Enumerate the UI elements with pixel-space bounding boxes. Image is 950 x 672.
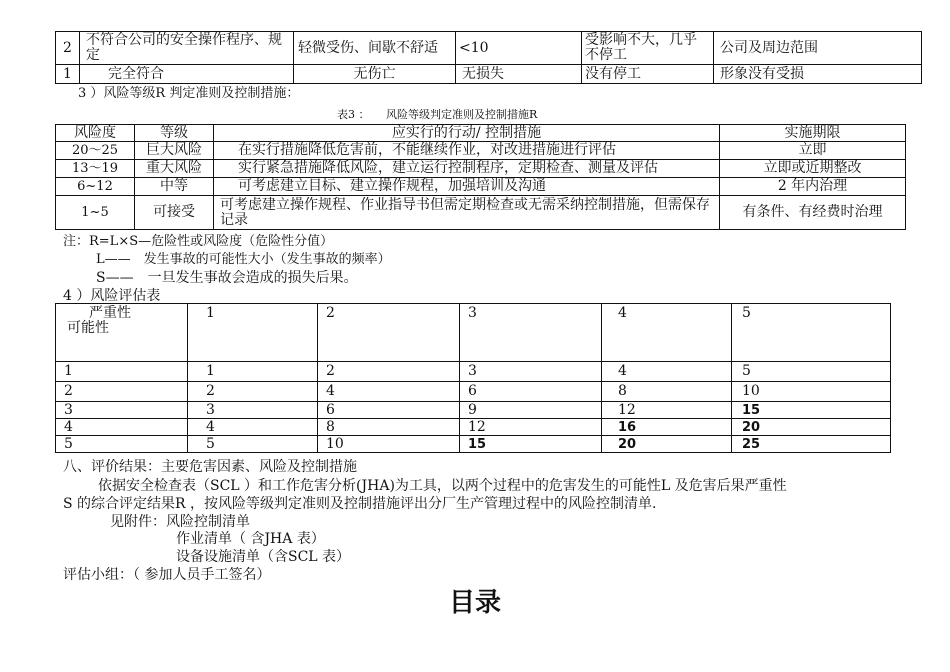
row-header: 1 bbox=[56, 362, 188, 382]
toc-title: 目录 bbox=[448, 588, 501, 618]
table-cell: 13～19 bbox=[56, 160, 135, 178]
matrix-cell: 10 bbox=[732, 382, 891, 402]
column-header: 2 bbox=[318, 304, 460, 362]
table-row bbox=[56, 178, 906, 196]
matrix-cell: 4 bbox=[318, 382, 460, 402]
table-cell: 实行紧急措施降低风险，建立运行控制程序，定期检查、测量及评估 bbox=[214, 160, 720, 178]
table-row bbox=[56, 160, 906, 178]
matrix-cell: 9 bbox=[460, 402, 602, 419]
column-header: 1 bbox=[188, 304, 318, 362]
section-heading: 4 ）风险评估表 bbox=[63, 288, 161, 304]
matrix-cell: 2 bbox=[188, 382, 318, 402]
table-cell: 可考虑建立目标、建立操作规程，加强培训及沟通 bbox=[214, 178, 720, 196]
row-header: 4 bbox=[56, 419, 188, 436]
matrix-cell: 3 bbox=[188, 402, 318, 419]
matrix-cell: 15 bbox=[732, 402, 891, 419]
table-cell: 中等 bbox=[135, 178, 214, 196]
matrix-row bbox=[56, 362, 891, 382]
table-cell: 巨大风险 bbox=[135, 142, 214, 160]
signature-line: 评估小组：（ 参加人员手工签名） bbox=[63, 567, 271, 583]
matrix-cell: 12 bbox=[602, 402, 732, 419]
table-cell: 重大风险 bbox=[135, 160, 214, 178]
table-cell: 立即或近期整改 bbox=[720, 160, 906, 178]
matrix-cell: 6 bbox=[318, 402, 460, 419]
matrix-cell: 10 bbox=[318, 436, 460, 453]
table-cell: 在实行措施降低危害前，不能继续作业，对改进措施进行评估 bbox=[214, 142, 720, 160]
attachment-label: 见附件：风险控制清单 bbox=[110, 514, 250, 530]
table-cell: 2 bbox=[56, 32, 80, 65]
risk-level-table bbox=[55, 124, 906, 230]
note-line: 注：R=L×S—危险性或风险度（危险性分值） bbox=[63, 234, 334, 249]
matrix-cell: 8 bbox=[318, 419, 460, 436]
table-cell: 2 年内治理 bbox=[720, 178, 906, 196]
matrix-cell: 4 bbox=[602, 362, 732, 382]
section-heading: 八、评价结果：主要危害因素、风险及控制措施 bbox=[63, 459, 357, 475]
matrix-cell: 20 bbox=[602, 436, 732, 453]
matrix-row bbox=[56, 402, 891, 419]
table-cell: 6~12 bbox=[56, 178, 135, 196]
table-cell: 无损失 bbox=[456, 65, 582, 84]
column-header: 风险度 bbox=[56, 125, 135, 142]
matrix-cell: 15 bbox=[460, 436, 602, 453]
matrix-cell: 1 bbox=[188, 362, 318, 382]
table-cell: 轻微受伤、间歇不舒适 bbox=[294, 32, 456, 65]
paragraph-line: S 的综合评定结果R ，按风险等级判定准则及控制措施评出分厂生产管理过程中的风险控制清单. bbox=[63, 496, 657, 512]
table-cell: 形象没有受损 bbox=[714, 65, 922, 84]
severity-label: 严重性 bbox=[89, 305, 131, 321]
severity-criteria-table bbox=[55, 31, 922, 84]
column-header: 4 bbox=[602, 304, 732, 362]
matrix-cell: 25 bbox=[732, 436, 891, 453]
row-header: 5 bbox=[56, 436, 188, 453]
table-cell: 1 bbox=[56, 65, 80, 84]
table-cell: 无伤亡 bbox=[294, 65, 456, 84]
table-cell: 立即 bbox=[720, 142, 906, 160]
column-header: 等级 bbox=[135, 125, 214, 142]
column-header: 实施期限 bbox=[720, 125, 906, 142]
table-cell: <10 bbox=[456, 32, 582, 65]
table-caption: 表3 ： 风险等级判定准则及控制措施R bbox=[337, 108, 538, 121]
table-cell: 可接受 bbox=[135, 196, 214, 230]
table-cell: 20～25 bbox=[56, 142, 135, 160]
table-cell: 受影响不大，几乎不停工 bbox=[582, 32, 714, 65]
column-header: 应实行的行动/ 控制措施 bbox=[214, 125, 720, 142]
column-header: 3 bbox=[460, 304, 602, 362]
matrix-cell: 4 bbox=[188, 419, 318, 436]
table-row bbox=[56, 32, 922, 65]
matrix-cell: 16 bbox=[602, 419, 732, 436]
note-line: S—— 一旦发生事故会造成的损失后果。 bbox=[96, 270, 358, 286]
table-cell: 没有停工 bbox=[582, 65, 714, 84]
matrix-header-row bbox=[56, 304, 891, 362]
table-cell: 有条件、有经费时治理 bbox=[720, 196, 906, 230]
risk-matrix-table bbox=[55, 303, 891, 453]
matrix-cell: 8 bbox=[602, 382, 732, 402]
note-line: L—— 发生事故的可能性大小（发生事故的频率） bbox=[96, 252, 391, 267]
column-header: 5 bbox=[732, 304, 891, 362]
table-cell: 可考虑建立操作规程、作业指导书但需定期检查或无需采纳控制措施，但需保存记录 bbox=[214, 196, 720, 230]
row-header: 3 bbox=[56, 402, 188, 419]
table-row bbox=[56, 196, 906, 230]
matrix-cell: 12 bbox=[460, 419, 602, 436]
table-cell: 1~5 bbox=[56, 196, 135, 230]
table-cell: 公司及周边范围 bbox=[714, 32, 922, 65]
matrix-cell: 20 bbox=[732, 419, 891, 436]
likelihood-label: 可能性 bbox=[67, 320, 109, 336]
row-header: 2 bbox=[56, 382, 188, 402]
matrix-cell: 2 bbox=[318, 362, 460, 382]
matrix-corner-cell bbox=[56, 304, 188, 362]
matrix-row bbox=[56, 382, 891, 402]
section-heading: 3 ）风险等级R 判定准则及控制措施： bbox=[78, 86, 300, 101]
table-header-row bbox=[56, 125, 906, 142]
matrix-row bbox=[56, 436, 891, 453]
table-row bbox=[56, 142, 906, 160]
attachment-item: 作业清单（ 含JHA 表） bbox=[176, 531, 325, 547]
matrix-row bbox=[56, 419, 891, 436]
attachment-item: 设备设施清单（含SCL 表） bbox=[176, 549, 351, 565]
table-row bbox=[56, 65, 922, 84]
matrix-cell: 5 bbox=[732, 362, 891, 382]
matrix-cell: 5 bbox=[188, 436, 318, 453]
matrix-cell: 6 bbox=[460, 382, 602, 402]
table-cell: 完全符合 bbox=[80, 65, 294, 84]
matrix-cell: 3 bbox=[460, 362, 602, 382]
table-cell: 不符合公司的安全操作程序、规定 bbox=[80, 32, 294, 65]
paragraph-line: 依据安全检查表（SCL ）和工作危害分析(JHA)为工具，以两个过程中的危害发生的可能性L 及危害后果严重性 bbox=[98, 478, 787, 494]
